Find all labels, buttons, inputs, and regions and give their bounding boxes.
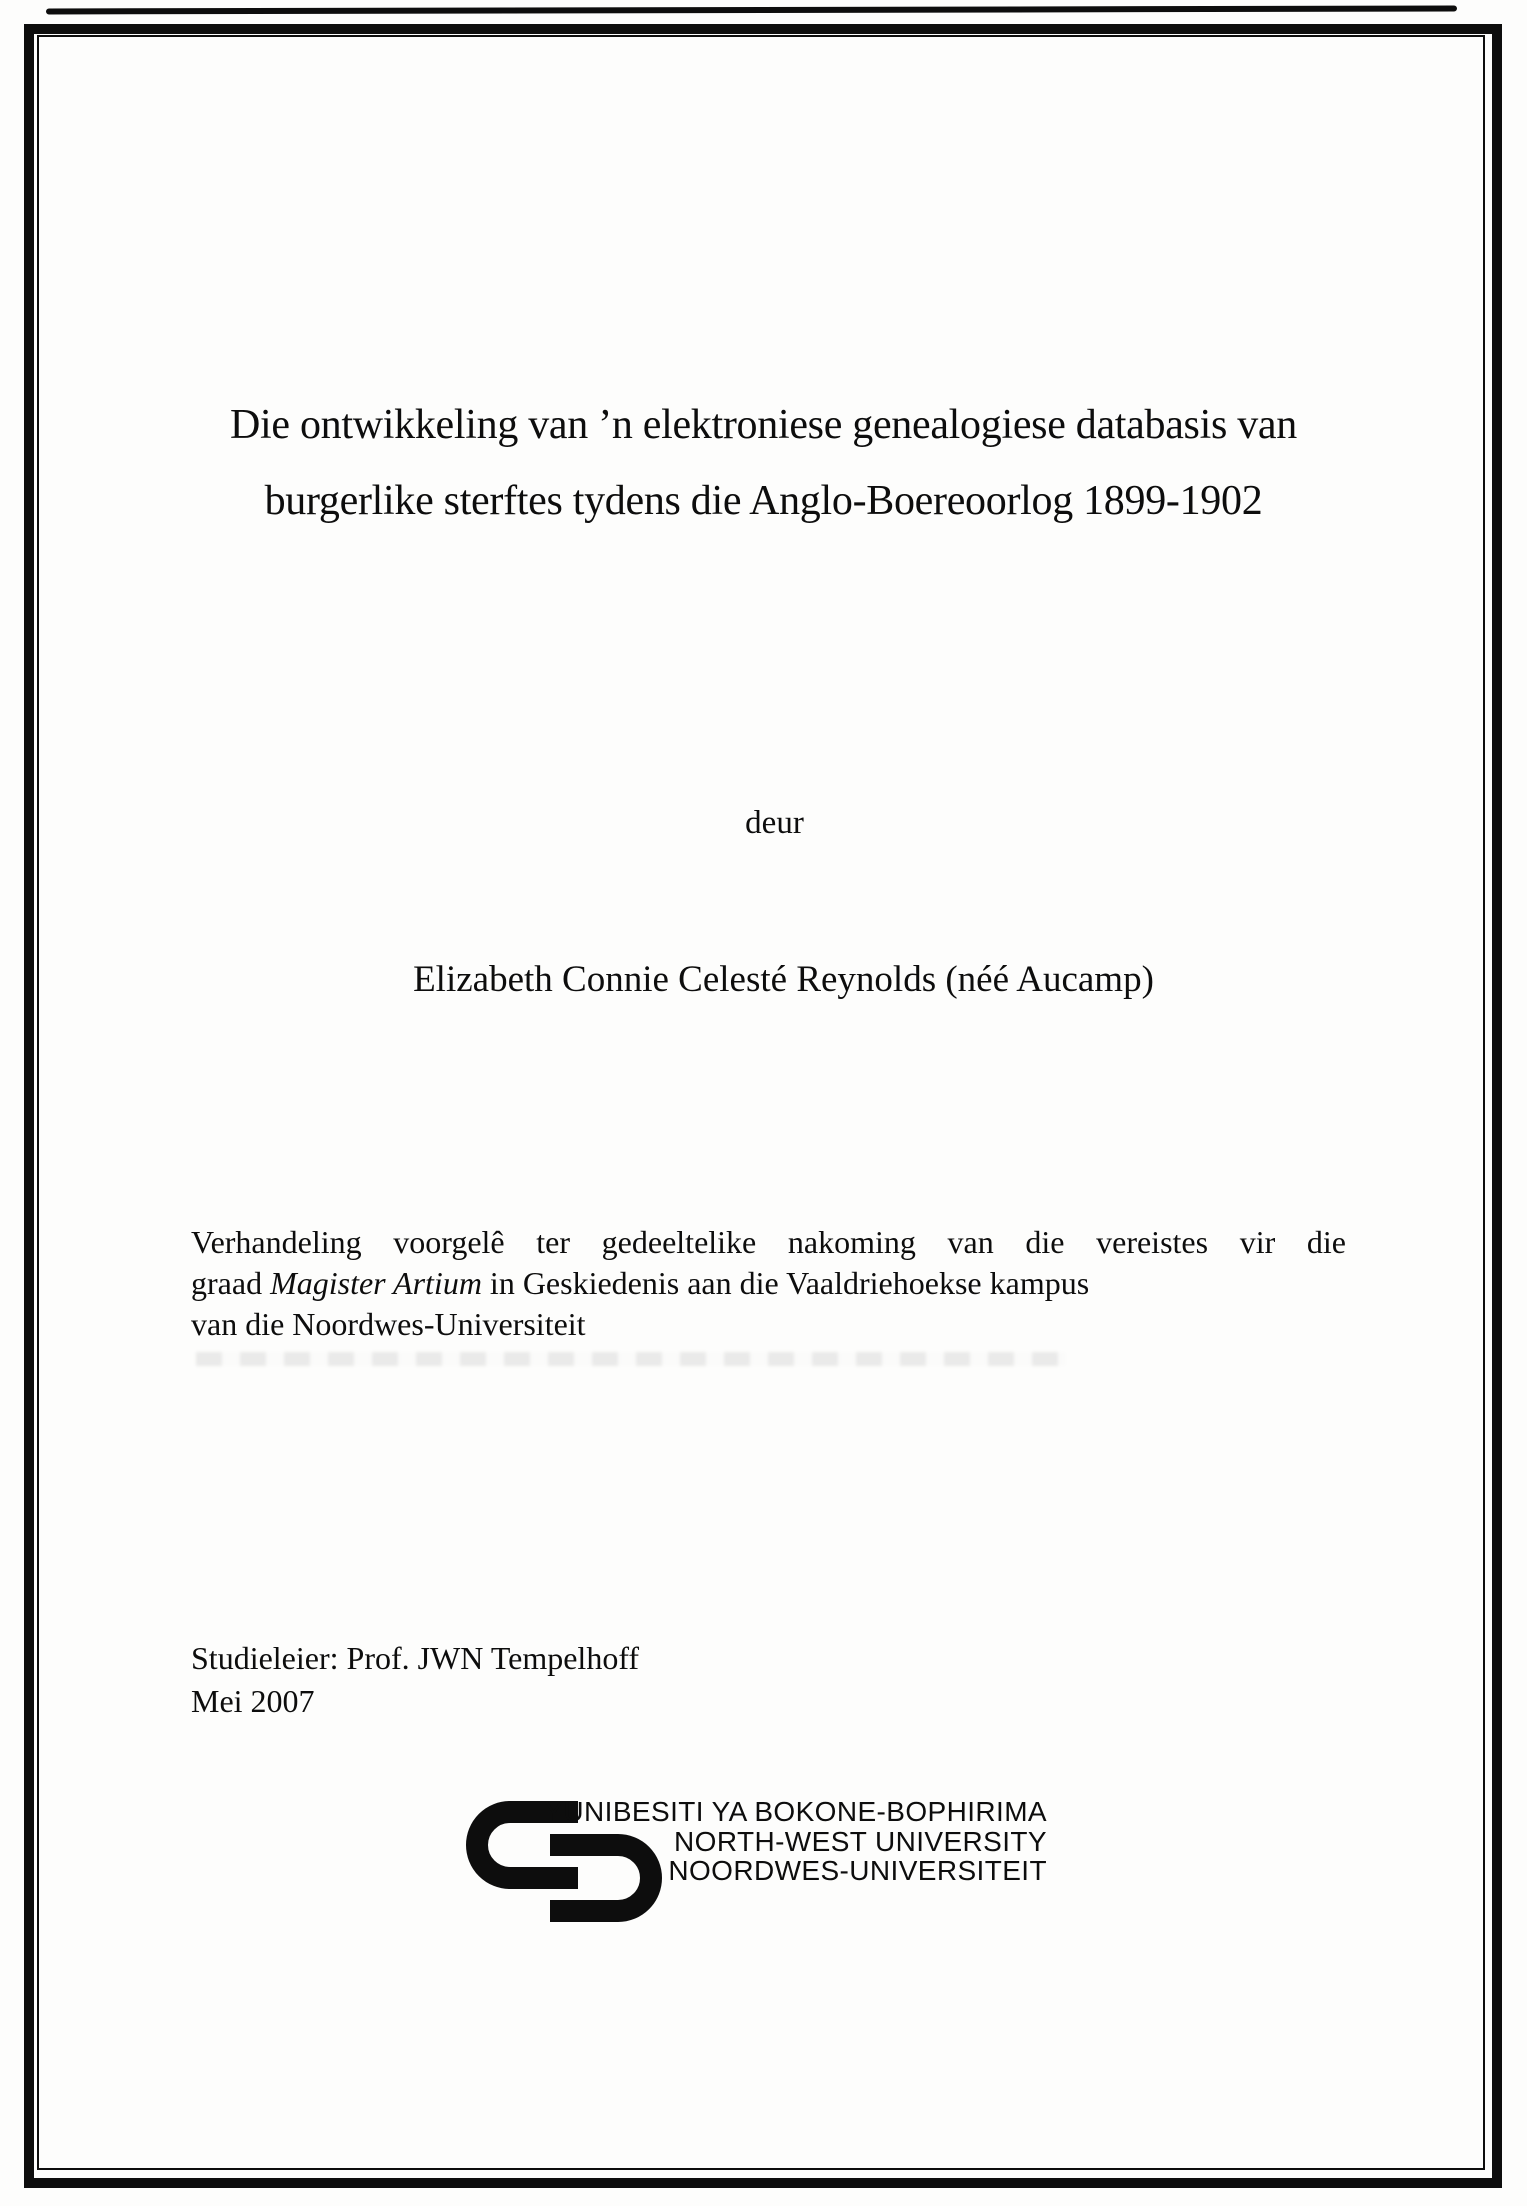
thesis-title-line2: burgerlike sterftes tydens die Anglo-Boereoorlog 1899-1902: [264, 478, 1263, 524]
logo-text-line1: YUNIBESITI YA BOKONE-BOPHIRIMA: [544, 1796, 1047, 1827]
university-logo-text: [487, 1797, 1047, 1886]
thesis-title-line1: Die ontwikkeling van ’n elektroniese genealogiese databasis van: [230, 402, 1297, 448]
author-name: Elizabeth Connie Celesté Reynolds (néé Aucamp): [413, 959, 1154, 1000]
thesis-title: [100, 387, 1427, 539]
byline-label: deur: [745, 805, 804, 841]
logo-text-line2: NORTH-WEST UNIVERSITY: [674, 1825, 1047, 1857]
date-line: Mei 2007: [191, 1683, 315, 1719]
degree-name-italic: Magister Artium: [270, 1265, 482, 1301]
supervisor-line: Studieleier: Prof. JWN Tempelhoff: [191, 1640, 640, 1676]
degree-statement-line2-prefix: graad: [191, 1265, 271, 1301]
degree-statement-line2: [191, 1263, 1346, 1304]
degree-statement-line2-suffix: in Geskiedenis aan die Vaaldriehoekse kampus: [481, 1265, 1090, 1301]
degree-statement-line1: Verhandeling voorgelê ter gedeeltelike nakoming van die vereistes vir die: [191, 1224, 1346, 1260]
scan-artifact-ghost-text: [196, 1352, 1066, 1366]
degree-statement-line3: van die Noordwes-Universiteit: [191, 1306, 586, 1342]
supervisor-block: [191, 1637, 1291, 1723]
logo-text-line3: NOORDWES-UNIVERSITEIT: [668, 1855, 1047, 1886]
degree-statement: [191, 1222, 1346, 1345]
